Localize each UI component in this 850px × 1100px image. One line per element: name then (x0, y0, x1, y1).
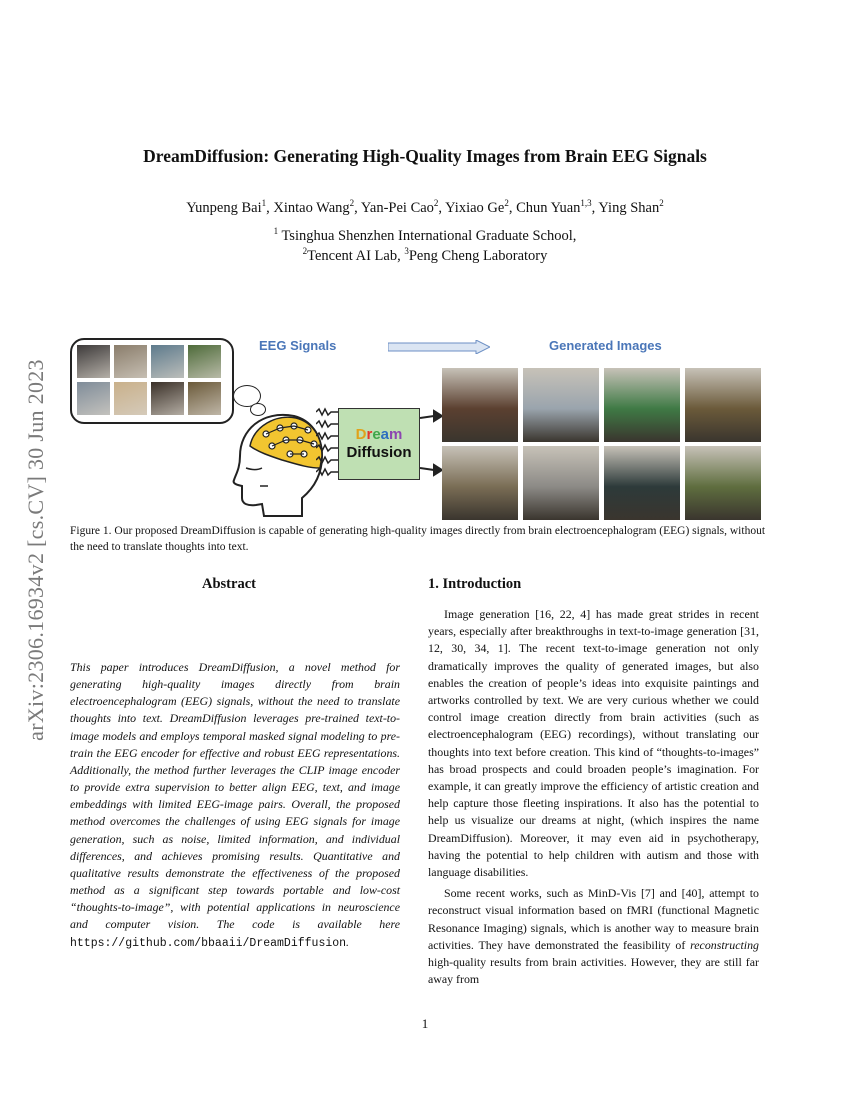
output-arrows-icon (420, 408, 442, 478)
thought-bubble (70, 338, 234, 424)
thought-thumbnail (188, 345, 221, 378)
affil-text: Tsinghua Shenzhen International Graduate School, (278, 228, 577, 244)
dream-wordmark (356, 426, 403, 444)
author-sep: , (354, 200, 361, 216)
author-affil-sup: 1,3 (580, 198, 592, 209)
eeg-signals-label: EEG Signals (259, 338, 337, 353)
intro-paragraph (428, 885, 759, 988)
eeg-wires (316, 406, 340, 478)
thought-thumbnail (188, 382, 221, 415)
affil-sup: 2 (302, 246, 308, 257)
abstract-body (70, 659, 400, 952)
diffusion-wordmark: Diffusion (346, 444, 412, 461)
author-sep: , (266, 200, 274, 216)
author: Yunpeng Bai (186, 200, 262, 216)
dream-letter: e (372, 426, 381, 443)
introduction-heading: 1. Introduction (428, 576, 522, 592)
thought-thumbnail (114, 345, 147, 378)
intro-emphasis: reconstructing (690, 937, 759, 952)
thought-thumbnail (114, 382, 147, 415)
generated-images-label: Generated Images (549, 338, 662, 353)
generated-image (685, 368, 761, 442)
author-affil-sup: 2 (659, 198, 664, 209)
intro-text: Some recent works, such as MinD-Vis [7] and [40], attempt to reconstruct visual information based on fMRI (functional Magnetic Resonance Imaging) signals, which is another way to measure brain activities. They have demonstrated the feasibility of (428, 886, 759, 952)
generated-image (685, 446, 761, 520)
affiliation-line-1 (0, 228, 850, 245)
author: Yan-Pei Cao (360, 200, 434, 216)
generated-image (442, 368, 518, 442)
dream-letter: D (355, 426, 367, 443)
author-list (0, 200, 850, 217)
figure-caption: Figure 1. Our proposed DreamDiffusion is capable of generating high-quality images directly from brain electroencephalogram (EEG) signals, without the need to translate thoughts into text. (70, 525, 766, 553)
thought-thumbnail (77, 382, 110, 415)
abstract-text: This paper introduces DreamDiffusion, a novel method for generating high-quality images directly from brain electroencephalogram (EEG) signals, without the need to translate thoughts into text. DreamDiffusion leverages pre-trained text-to-image models and employs temporal masked signal modeling to pre-train the EEG encoder for effective and robust EEG representations. Additionally, the method further leverages the CLIP image encoder to provide extra supervision to better align EEG, text, and image embeddings with limited EEG-image pairs. Overall, the proposed method overcomes the challenges of using EEG signals for image generation, such as noise, limited information, and individual differences, and achieves promising results. Quantitative and qualitative results demonstrate the effectiveness of the proposed method as a significant step towards portable and low-cost “thoughts-to-image”, with potential applications in neuroscience and computer vision. The code is available here (70, 660, 400, 932)
author-sep: , (438, 200, 446, 216)
thought-thumbnail (151, 345, 184, 378)
introduction-body (428, 606, 759, 988)
author-sep: , (508, 200, 517, 216)
code-link[interactable]: https://github.com/bbaaii/DreamDiffusion (70, 936, 347, 950)
page-number: 1 (421, 1016, 429, 1031)
author: Xintao Wang (273, 200, 350, 216)
flow-arrow-icon (388, 340, 490, 354)
author-affil-sup: 2 (433, 198, 439, 209)
dreamdiffusion-model-box (338, 408, 420, 480)
affil-text: Tencent AI Lab, (307, 248, 405, 264)
abstract-end: . (346, 934, 350, 949)
author-affil-sup: 1 (261, 198, 267, 209)
affil-sup: 1 (273, 226, 279, 237)
author: Chun Yuan (516, 200, 581, 216)
intro-text: high-quality results from brain activities. However, they are still far away from (428, 955, 759, 987)
author-affil-sup: 2 (504, 198, 509, 209)
generated-image (604, 368, 680, 442)
intro-paragraph: Image generation [16, 22, 4] has made great strides in recent years, especially after breakthroughs in text-to-image generation [31, 12, 30, 34, 1]. The recent text-to-image generation not only dramatically improves the quality of generated images, but also enables the creation of people’s ideas into exquisite paintings and artworks controlled by text. We are very curious whether we could control image creation directly from brain activities (such as electroencephalogram (EEG) recordings), without translating our thoughts into text before creation. This kind of “thoughts-to-images” has broad prospects and could broaden people’s imagination. For example, it can greatly improve the efficiency of artistic creation and help capture those fleeting inspirations. It also has the potential to help us visualize our dreams at night, (which inspires the name DreamDiffusion). Moreover, it may even aid in psychotherapy, having the potential to help children with autism and those with language disabilities. (428, 607, 759, 880)
paper-title: DreamDiffusion: Generating High-Quality Images from Brain EEG Signals (143, 146, 707, 166)
abstract-heading: Abstract (202, 576, 256, 592)
author-affil-sup: 2 (349, 198, 355, 209)
dream-letter: r (366, 426, 373, 443)
author: Yixiao Ge (445, 200, 505, 216)
author-sep: , (591, 200, 599, 216)
thought-thumbnail (151, 382, 184, 415)
generated-image (523, 446, 599, 520)
author: Ying Shan (598, 200, 660, 216)
affil-text: Peng Cheng Laboratory (408, 248, 548, 264)
generated-image (442, 446, 518, 520)
affiliation-line-2 (0, 248, 850, 265)
generated-image (523, 368, 599, 442)
figure-1 (70, 330, 770, 515)
arxiv-identifier: arXiv:2306.16934v2 [cs.CV] 30 Jun 2023 (23, 359, 48, 741)
generated-image (604, 446, 680, 520)
affil-sup: 3 (404, 246, 409, 257)
dream-letter: a (380, 426, 390, 443)
dream-letter: m (389, 426, 403, 443)
thought-thumbnail (77, 345, 110, 378)
